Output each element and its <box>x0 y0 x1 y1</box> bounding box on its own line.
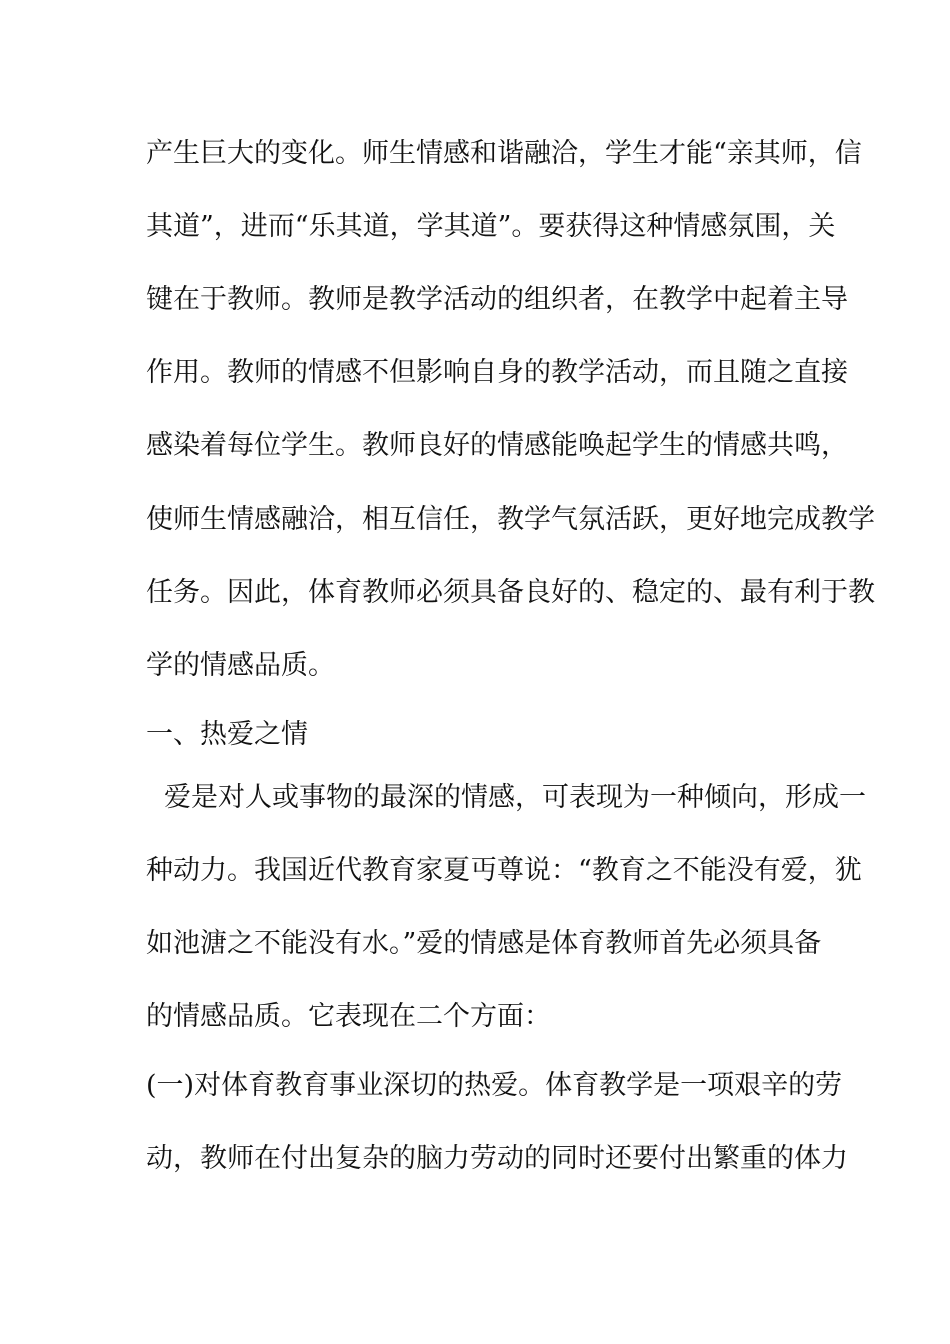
text-line: 动，教师在付出复杂的脑力劳动的同时还要付出繁重的体力 <box>146 1143 848 1174</box>
text-line: 感染着每位学生。教师良好的情感能唤起学生的情感共鸣， <box>146 430 848 461</box>
text-line: 使师生情感融洽，相互信任，教学气氛活跃，更好地完成教学 <box>146 504 875 535</box>
text-line: 种动力。我国近代教育家夏丏尊说：“教育之不能没有爱，犹 <box>146 855 862 886</box>
text-line: 任务。因此，体育教师必须具备良好的、稳定的、最有利于教 <box>146 577 875 608</box>
text-line: 爱是对人或事物的最深的情感，可表现为一种倾向，形成一 <box>164 782 866 813</box>
text-line: 的情感品质。它表现在二个方面： <box>146 1001 551 1032</box>
text-line: 其道”，进而“乐其道，学其道”。要获得这种情感氛围，关 <box>146 211 836 242</box>
text-line: 产生巨大的变化。师生情感和谐融洽，学生才能“亲其师，信 <box>146 138 862 169</box>
text-line: 学的情感品质。 <box>146 650 335 681</box>
text-line: (一)对体育教育事业深切的热爱。体育教学是一项艰辛的劳 <box>146 1070 843 1101</box>
text-line: 作用。教师的情感不但影响自身的教学活动，而且随之直接 <box>146 357 848 388</box>
text-line: 如池溏之不能没有水。”爱的情感是体育教师首先必须具备 <box>146 928 822 959</box>
text-line: 键在于教师。教师是教学活动的组织者，在教学中起着主导 <box>146 284 848 315</box>
section-heading: 一、热爱之情 <box>146 719 308 750</box>
